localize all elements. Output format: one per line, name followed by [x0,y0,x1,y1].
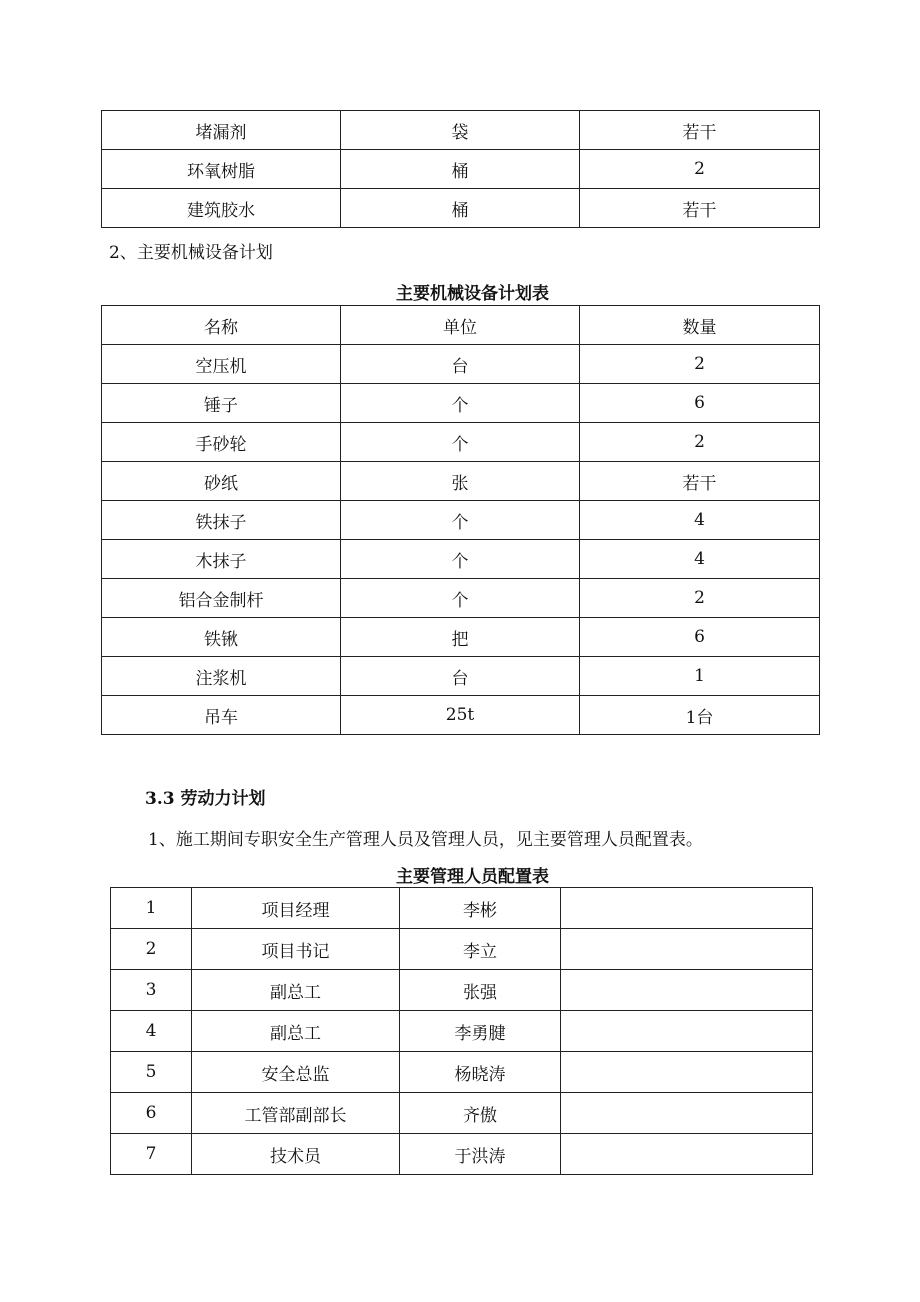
table-cell: 台 [341,657,580,696]
table-cell: 1 [580,657,820,696]
table-row [102,579,820,618]
table-cell: 若干 [580,462,820,501]
table-cell: 建筑胶水 [102,189,341,228]
table-cell: 李彬 [400,888,561,929]
table-row [102,540,820,579]
table-cell: 锤子 [102,384,341,423]
column-header: 名称 [102,306,341,345]
table-cell: 桶 [341,150,580,189]
table-cell: 1 [111,888,192,929]
table-cell: 2 [580,150,820,189]
table-cell: 2 [111,929,192,970]
table-cell [561,1052,813,1093]
table-cell: 项目书记 [192,929,400,970]
table-cell: 空压机 [102,345,341,384]
table-cell: 张强 [400,970,561,1011]
table-row [102,501,820,540]
materials-table [101,110,820,228]
table-cell: 李立 [400,929,561,970]
column-header: 单位 [341,306,580,345]
labor-paragraph: 1、施工期间专职安全生产管理人员及管理人员，见主要管理人员配置表。 [148,830,703,850]
table-cell: 项目经理 [192,888,400,929]
table-cell: 李勇腱 [400,1011,561,1052]
table-cell: 堵漏剂 [102,111,341,150]
table-cell: 砂纸 [102,462,341,501]
table-cell: 杨晓涛 [400,1052,561,1093]
table-cell: 木抹子 [102,540,341,579]
table-cell: 1台 [580,696,820,735]
equipment-table-caption: 主要机械设备计划表 [396,284,549,304]
table-cell: 齐傲 [400,1093,561,1134]
table-cell: 张 [341,462,580,501]
table-cell: 若干 [580,111,820,150]
column-header: 数量 [580,306,820,345]
table-cell [561,929,813,970]
table-header-row [102,306,820,345]
table-row [102,189,820,228]
table-cell: 2 [580,423,820,462]
table-cell: 吊车 [102,696,341,735]
table-cell: 4 [111,1011,192,1052]
section-title: 3.3 劳动力计划 [145,789,266,809]
equipment-table [101,305,820,735]
table-cell: 桶 [341,189,580,228]
table-cell: 个 [341,540,580,579]
table-cell: 25t [341,696,580,735]
table-cell: 4 [580,501,820,540]
table-cell [561,1093,813,1134]
table-cell: 注浆机 [102,657,341,696]
table-cell: 环氧树脂 [102,150,341,189]
table-row [111,1134,813,1175]
table-cell: 技术员 [192,1134,400,1175]
staff-table-caption: 主要管理人员配置表 [396,867,549,887]
table-cell [561,1011,813,1052]
table-cell: 个 [341,384,580,423]
table-row [111,888,813,929]
table-cell [561,888,813,929]
table-row [111,970,813,1011]
table-cell: 7 [111,1134,192,1175]
table-cell: 铁锹 [102,618,341,657]
table-cell: 铝合金制杆 [102,579,341,618]
table-cell: 副总工 [192,970,400,1011]
table-cell: 个 [341,501,580,540]
table-cell: 铁抹子 [102,501,341,540]
table-cell: 工管部副部长 [192,1093,400,1134]
table-row [102,657,820,696]
table-row [102,384,820,423]
table-cell: 安全总监 [192,1052,400,1093]
table-cell: 于洪涛 [400,1134,561,1175]
table-cell: 个 [341,579,580,618]
table-cell [561,970,813,1011]
table-row [102,111,820,150]
table-cell: 6 [580,384,820,423]
table-cell: 把 [341,618,580,657]
table-cell: 副总工 [192,1011,400,1052]
table-row [102,150,820,189]
table-cell: 手砂轮 [102,423,341,462]
table-cell: 6 [580,618,820,657]
table-row [111,1011,813,1052]
table-cell: 5 [111,1052,192,1093]
table-cell: 若干 [580,189,820,228]
table-row [102,345,820,384]
table-cell: 台 [341,345,580,384]
table-row [111,929,813,970]
table-cell: 4 [580,540,820,579]
table-row [111,1052,813,1093]
table-cell: 6 [111,1093,192,1134]
table-cell [561,1134,813,1175]
table-row [111,1093,813,1134]
table-cell: 2 [580,345,820,384]
table-cell: 袋 [341,111,580,150]
staff-table [110,887,813,1175]
table-row [102,423,820,462]
table-row [102,696,820,735]
table-row [102,618,820,657]
table-row [102,462,820,501]
table-cell: 2 [580,579,820,618]
table-cell: 个 [341,423,580,462]
equipment-intro: 2、主要机械设备计划 [109,243,273,263]
table-cell: 3 [111,970,192,1011]
